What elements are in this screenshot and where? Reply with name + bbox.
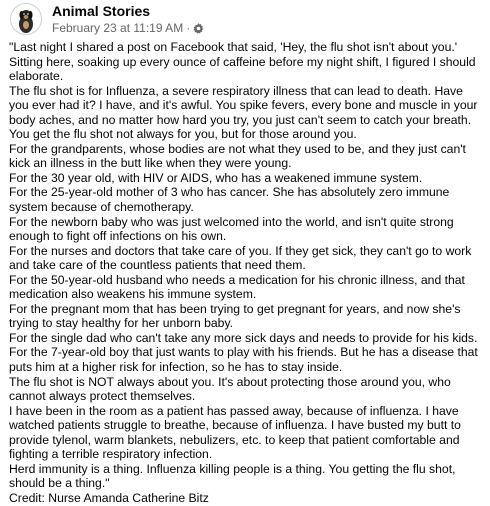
post-credit: Credit: Nurse Amanda Catherine Bitz [9, 490, 209, 505]
post-paragraph: Herd immunity is a thing. Influenza killing people is a thing. You getting the flu shot, should be a thing." [9, 461, 456, 491]
post-timestamp[interactable]: February 23 at 11:19 AM [52, 21, 184, 35]
post-header [10, 2, 204, 38]
post-paragraph: The flu shot is for Influenza, a severe respiratory illness that can lead to death. Have you ever had it? I have, and it's awful. You spike fevers, every bone and muscle in your body aches, and no matter how hard you try, you just can't seem to catch your breath. [9, 83, 478, 127]
post-paragraph: For the single dad who can't take any more sick days and needs to provide for his kids. [9, 330, 478, 345]
post-paragraph: For the newborn baby who was just welcomed into the world, and isn't quite strong enough to fight off infections on his own. [9, 214, 454, 244]
post-paragraph: For the 30 year old, with HIV or AIDS, who has a weakened immune system. [9, 170, 423, 185]
post-paragraph: "Last night I shared a post on Facebook that said, 'Hey, the flu shot isn't about you.' Sitting here, soaking up every ounce of caffeine before my night shift, I figured I should elaborate. [9, 40, 476, 84]
separator-dot: · [186, 21, 191, 35]
post-paragraph: For the nurses and doctors that take care of you. If they get sick, they can't go to work and take care of the countless patients that need them. [9, 243, 472, 273]
post-subline [52, 22, 204, 34]
post-paragraph: For the 7-year-old boy that just wants to play with his friends. But he has a disease that puts him at a higher risk for infection, so he has to stay inside. [9, 345, 478, 375]
post-body [9, 40, 485, 506]
post-paragraph: You get the flu shot not always for you, but for those around you. [9, 127, 357, 142]
gear-icon[interactable] [193, 23, 204, 34]
post-paragraph: For the grandparents, whose bodies are not what they used to be, and they just can't kick an illness in the butt like when they were young. [9, 141, 466, 171]
dog-avatar-icon[interactable] [10, 3, 42, 35]
post-paragraph: For the pregnant mom that has been trying to get pregnant for years, and now she's trying to stay healthy for her unborn baby. [9, 301, 461, 331]
post-paragraph: The flu shot is NOT always about you. It's about protecting those around you, who cannot always protect themselves. [9, 374, 451, 404]
post-paragraph: I have been in the room as a patient has passed away, because of influenza. I have watched patients struggle to breathe, because of influenza. I have busted my butt to provide tylenol, warm blankets, nebulizers, etc. to keep that patient comfortable and fighting a terrible respiratory infection. [9, 403, 461, 462]
post-paragraph: For the 25-year-old mother of 3 who has cancer. She has absolutely zero immune system because of chemotherapy. [9, 185, 450, 215]
page-name-link[interactable]: Animal Stories [52, 3, 151, 19]
post-paragraph: For the 50-year-old husband who needs a medication for his chronic illness, and that medication also weakens his immune system. [9, 272, 465, 302]
